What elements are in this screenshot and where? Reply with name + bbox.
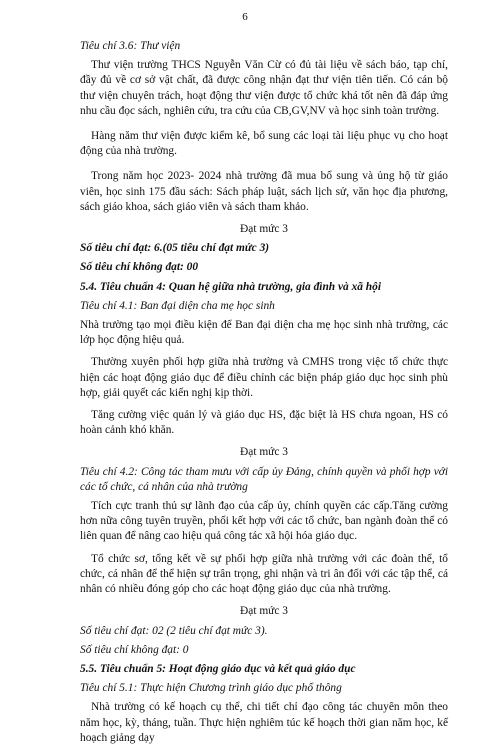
level-result: Đạt mức 3 [240,446,288,459]
parent-board-paragraph: Nhà trường tạo mọi điều kiện để Ban đại diện cha mẹ học sinh nhà trường, các lớp học động hiệu quả. [80,319,448,347]
library-paragraph: Thư viện trường THCS Nguyễn Văn Cừ có đủ tài liệu về sách báo, tạp chí, đầy đủ về cơ sở vật chất, đã được công nhận đạt thư viện tiên tiến. Có cán bộ thư viện chuyên trách, hoạt động thư viện được tổ chức khá tốt nên đã đáp ứng nhu cầu đọc sách, nghiên cứu, tra cứu của CB,GV,NV và học sinh toàn trường. [80,59,448,117]
standard-5-heading: 5.5. Tiêu chuẩn 5: Hoạt động giáo dục và kết quả giáo dục [80,662,356,675]
criterion-4-2-heading: Tiêu chí 4.2: Công tác tham mưu với cấp ủy Đảng, chính quyền và phối hợp với các tổ chức, cá nhân của nhà trường [80,465,448,493]
criterion-4-1-heading: Tiêu chí 4.1: Ban đại diện cha mẹ học sinh [80,299,275,312]
page-content [80,39,448,746]
coordination-paragraph: Thường xuyên phối hợp giữa nhà trường và CMHS trong việc tổ chức thực hiện các hoạt động giáo dục để điều chỉnh các biện pháp giáo dục học sinh phù hợp, giải quyết các kiến nghị kịp thời. [80,356,448,399]
criterion-5-1-heading: Tiêu chí 5.1: Thực hiện Chương trình giáo dục phổ thông [80,682,342,695]
review-paragraph: Tổ chức sơ, tổng kết về sự phối hợp giữa nhà trường với các đoàn thể, tổ chức, cá nhân để thể hiện sự trân trọng, ghi nhận và tri ân đối với các tập thể, cá nhân có nhiều đóng góp cho các hoạt động giáo dục của nhà trường. [80,552,448,596]
criteria-met-summary: Số tiêu chí đạt: 02 (2 tiêu chí đạt mức 3). [80,624,268,637]
level-result: Đạt mức 3 [240,223,288,236]
book-purchase-paragraph: Trong năm học 2023- 2024 nhà trường đã mua bổ sung và ủng hộ từ giáo viên, học sinh 175 đầu sách: Sách pháp luật, sách lịch sử, văn học địa phương, sách giáo khoa, sách giáo viên và sách tham khảo. [80,170,448,213]
criteria-met-summary: Số tiêu chí đạt: 6.(05 tiêu chí đạt mức 3) [80,242,270,255]
standard-4-heading: 5.4. Tiêu chuẩn 4: Quan hệ giữa nhà trường, gia đình và xã hội [80,280,382,293]
leadership-paragraph: Tích cực tranh thủ sự lãnh đạo của cấp ủy, chính quyền các cấp.Tăng cường hơn nữa công tuyên truyền, phối kết hợp với các tổ chức, ban ngành đoàn thể có liên quan để nâng cao hiệu quả công tác xã hội hóa giáo dục. [80,500,448,543]
library-inventory-paragraph: Hàng năm thư viện được kiểm kê, bổ sung các loại tài liệu phục vụ cho hoạt động của nhà trường. [80,130,448,158]
student-management-paragraph: Tăng cường việc quản lý và giáo dục HS, đặc biệt là HS chưa ngoan, HS có hoàn cảnh khó khăn. [80,409,448,437]
level-result: Đạt mức 3 [240,605,288,618]
criterion-3-6-heading: Tiêu chí 3.6: Thư viện [80,40,181,52]
criteria-not-met-summary: Số tiêu chí không đạt: 0 [80,643,189,656]
curriculum-paragraph: Nhà trường có kế hoạch cụ thể, chi tiết chỉ đạo công tác chuyên môn theo năm học, kỳ, tháng, tuần. Thực hiện nghiêm túc kế hoạch thời gian năm học, kế hoạch giảng dạy [80,701,448,744]
page-number: 6 [242,11,248,23]
criteria-not-met-summary: Số tiêu chí không đạt: 00 [80,261,199,274]
